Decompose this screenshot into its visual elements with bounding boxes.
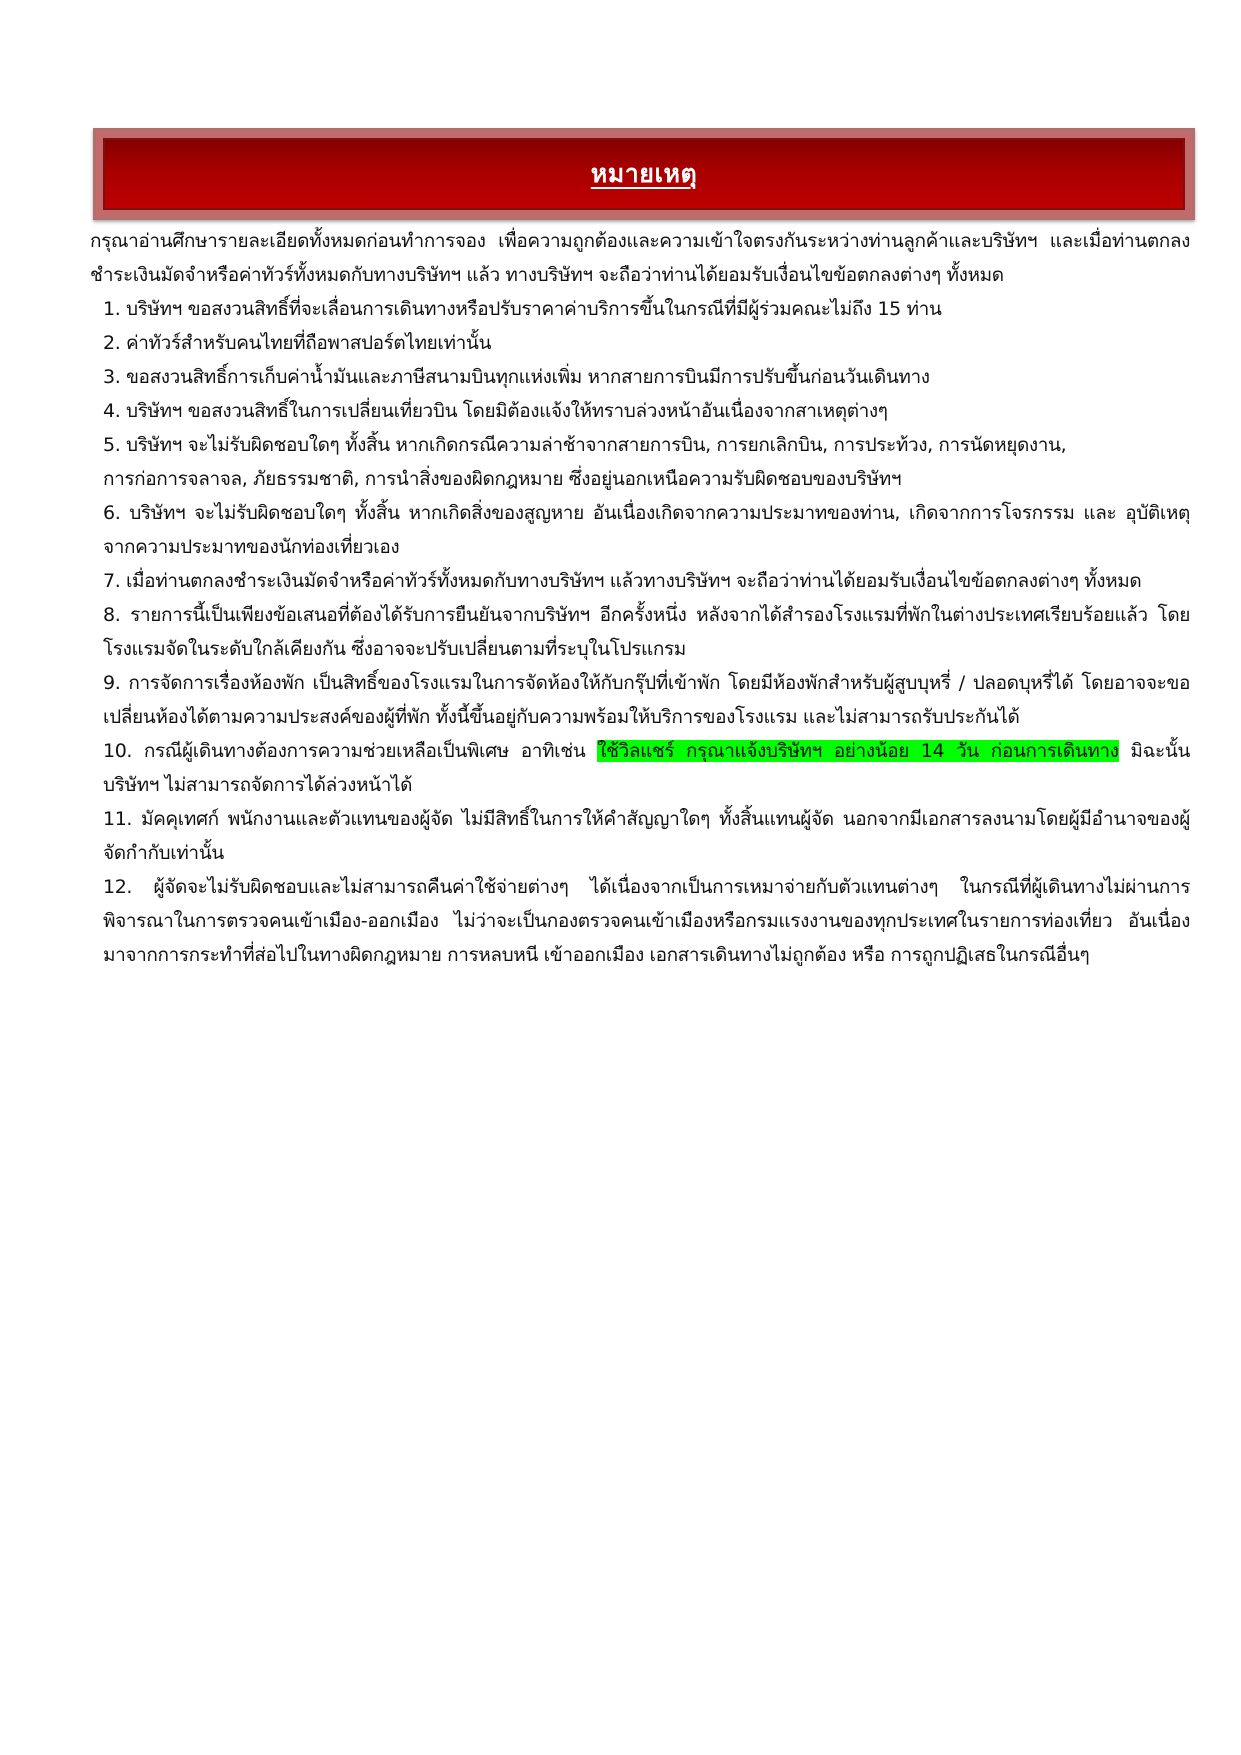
note-item-10	[103, 734, 1190, 802]
notes-list	[90, 292, 1190, 972]
note-item-2: 2. ค่าทัวร์สำหรับคนไทยที่ถือพาสปอร์ตไทยเท่านั้น	[103, 332, 492, 354]
note-item-6: 6. บริษัทฯ จะไม่รับผิดชอบใดๆ ทั้งสิ้น หากเกิดสิ่งของสูญหาย อันเนื่องเกิดจากความประมาทของท่าน, เกิดจากการโจรกรรม และ อุบัติเหตุจากความประมาทของนักท่องเที่ยวเอง	[103, 502, 1190, 558]
note-10-lead: 10. กรณีผู้เดินทางต้องการความช่วยเหลือเป็นพิเศษ อาทิเช่น	[103, 740, 598, 762]
note-item-7: 7. เมื่อท่านตกลงชำระเงินมัดจำหรือค่าทัวร์ทั้งหมดกับทางบริษัทฯ แล้วทางบริษัทฯ จะถือว่าท่านได้ยอมรับเงื่อนไขข้อตกลงต่างๆ ทั้งหมด	[103, 570, 1142, 592]
note-item-5: 5. บริษัทฯ จะไม่รับผิดชอบใดๆ ทั้งสิ้น หากเกิดกรณีความล่าช้าจากสายการบิน, การยกเลิกบิน, การประท้วง, การนัดหยุดงาน,	[103, 434, 1067, 456]
intro-paragraph: กรุณาอ่านศึกษารายละเอียดทั้งหมดก่อนทำการจอง เพื่อความถูกต้องและความเข้าใจตรงกันระหว่างท่านลูกค้าและบริษัทฯ และเมื่อท่านตกลงชำระเงินมัดจำหรือค่าทัวร์ทั้งหมดกับทางบริษัทฯ แล้ว ทางบริษัทฯ จะถือว่าท่านได้ยอมรับเงื่อนไขข้อตกลงต่างๆ ทั้งหมด	[90, 230, 1190, 286]
note-item-4: 4. บริษัทฯ ขอสงวนสิทธิ์ในการเปลี่ยนเที่ยวบิน โดยมิต้องแจ้งให้ทราบล่วงหน้าอันเนื่องจากสาเหตุต่างๆ	[103, 400, 888, 422]
note-10-highlight: ใช้วิลแชร์ กรุณาแจ้งบริษัทฯ อย่างน้อย 14 วัน ก่อนการเดินทาง	[597, 740, 1119, 762]
notes-content	[90, 224, 1190, 972]
note-item-1: 1. บริษัทฯ ขอสงวนสิทธิ์ที่จะเลื่อนการเดินทางหรือปรับราคาค่าบริการขึ้นในกรณีที่มีผู้ร่วมคณะไม่ถึง 15 ท่าน	[103, 298, 942, 320]
note-item-9: 9. การจัดการเรื่องห้องพัก เป็นสิทธิ์ของโรงแรมในการจัดห้องให้กับกรุ๊ปที่เข้าพัก โดยมีห้องพักสำหรับผู้สูบบุหรี่ / ปลอดบุหรี่ได้ โดยอาจจะขอเปลี่ยนห้องได้ตามความประสงค์ของผู้ที่พัก ทั้งนี้ขึ้นอยู่กับความพร้อมให้บริการของโรงแรม และไม่สามารถรับประกันได้	[103, 672, 1190, 728]
note-item-3: 3. ขอสงวนสิทธิ์การเก็บค่าน้ำมันและภาษีสนามบินทุกแห่งเพิ่ม หากสายการบินมีการปรับขึ้นก่อนวันเดินทาง	[103, 366, 930, 388]
title-banner	[93, 128, 1195, 220]
note-item-8: 8. รายการนี้เป็นเพียงข้อเสนอที่ต้องได้รับการยืนยันจากบริษัทฯ อีกครั้งหนึ่ง หลังจากได้สำรองโรงแรมที่พักในต่างประเทศเรียบร้อยแล้ว โดยโรงแรมจัดในระดับใกล้เคียงกัน ซึ่งอาจจะปรับเปลี่ยนตามที่ระบุในโปรแกรม	[103, 604, 1190, 660]
note-item-12: 12. ผู้จัดจะไม่รับผิดชอบและไม่สามารถคืนค่าใช้จ่ายต่างๆ ได้เนื่องจากเป็นการเหมาจ่ายกับตัวแทนต่างๆ ในกรณีที่ผู้เดินทางไม่ผ่านการพิจารณาในการตรวจคนเข้าเมือง-ออกเมือง ไม่ว่าจะเป็นกองตรวจคนเข้าเมืองหรือกรมแรงงานของทุกประเทศในรายการท่องเที่ยว อันเนื่องมาจากการกระทำที่ส่อไปในทางผิดกฎหมาย การหลบหนี เข้าออกเมือง เอกสารเดินทางไม่ถูกต้อง หรือ การถูกปฏิเสธในกรณีอื่นๆ	[103, 876, 1190, 966]
note-10-tail: มิฉะนั้น บริษัทฯ ไม่สามารถจัดการได้ล่วงหน้าได้	[103, 740, 1190, 796]
note-item-11: 11. มัคคุเทศก์ พนักงานและตัวแทนของผู้จัด ไม่มีสิทธิ์ในการให้คำสัญญาใดๆ ทั้งสิ้นแทนผู้จัด นอกจากมีเอกสารลงนามโดยผู้มีอำนาจของผู้จัดกำกับเท่านั้น	[103, 808, 1190, 864]
note-item-5-continued: การก่อการจลาจล, ภัยธรรมชาติ, การนำสิ่งของผิดกฎหมาย ซึ่งอยู่นอกเหนือความรับผิดชอบของบริษัทฯ	[103, 468, 902, 490]
page-title: หมายเหตุ	[590, 159, 698, 188]
